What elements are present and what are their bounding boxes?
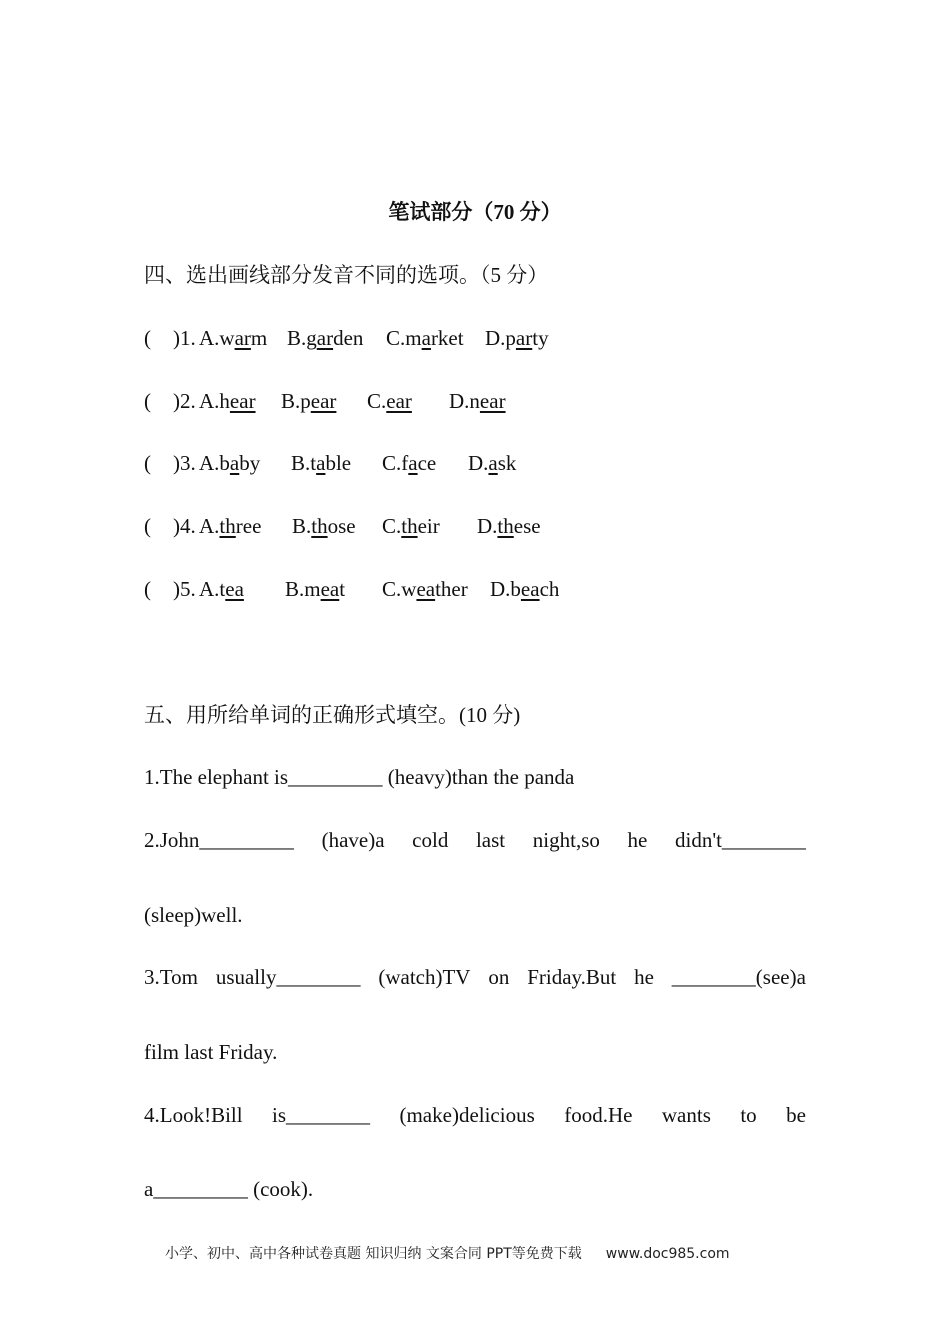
answer-option (199, 387, 256, 415)
word-part: t (219, 577, 226, 601)
answer-option (287, 324, 363, 352)
question-number: )2. (173, 389, 196, 413)
answer-option (477, 512, 541, 540)
q4-word: is________ (272, 1103, 371, 1127)
q4-word: 4.Look!Bill (144, 1103, 243, 1127)
fill-question-4 (144, 1101, 806, 1129)
word-part: t (310, 451, 317, 475)
underlined-letters: th (219, 514, 236, 538)
q2-word: didn't________ (674, 828, 806, 852)
option-letter: D. (490, 577, 511, 601)
answer-option (382, 512, 440, 540)
word-part: m (304, 577, 321, 601)
answer-option (382, 449, 436, 477)
underlined-letters: ar (234, 326, 251, 350)
option-letter: B. (281, 389, 301, 413)
section-4-heading: 四、选出画线部分发音不同的选项。（5 分） (144, 263, 549, 287)
answer-bracket[interactable]: ( (144, 451, 151, 475)
q3-word: 3.Tom (144, 965, 198, 989)
underlined-letters: ea (416, 577, 436, 601)
fill-question-3-continuation: film last Friday. (144, 1040, 278, 1064)
option-letter: A. (199, 577, 220, 601)
answer-option (281, 387, 336, 415)
question-number: )5. (173, 577, 196, 601)
word-part: p (300, 389, 311, 413)
option-letter: A. (199, 514, 220, 538)
word-part: p (505, 326, 516, 350)
answer-option (199, 575, 244, 603)
word-part: h (219, 389, 230, 413)
word-part: ose (327, 514, 356, 538)
underlined-letters: ea (520, 577, 540, 601)
word-part: ch (539, 577, 560, 601)
q4-word: to (740, 1103, 757, 1127)
answer-bracket[interactable]: ( (144, 326, 151, 350)
underlined-letters: a (408, 451, 418, 475)
word-part: w (401, 577, 417, 601)
option-letter: C. (367, 389, 387, 413)
underlined-letters: a (421, 326, 431, 350)
word-part: ty (532, 326, 549, 350)
word-part: b (219, 451, 230, 475)
word-part: m (250, 326, 268, 350)
option-letter: A. (199, 326, 220, 350)
page-title: 笔试部分（70 分） (388, 200, 562, 224)
option-letter: B. (291, 451, 311, 475)
q2-word: night,so (532, 828, 600, 852)
option-letter: D. (477, 514, 498, 538)
word-part: t (339, 577, 346, 601)
word-part: f (401, 451, 409, 475)
q3-word: ________(see)a (671, 965, 806, 989)
word-part: ce (417, 451, 437, 475)
word-part: eir (417, 514, 440, 538)
option-letter: A. (199, 389, 220, 413)
answer-option (199, 512, 261, 540)
option-letter: D. (449, 389, 470, 413)
answer-option (285, 575, 345, 603)
question-number: )3. (173, 451, 196, 475)
option-letter: C. (382, 514, 402, 538)
word-part: ree (235, 514, 262, 538)
word-part: den (333, 326, 364, 350)
fill-question-2 (144, 826, 806, 854)
fill-question-4-continuation: a_________ (cook). (144, 1177, 314, 1201)
question-number: )4. (173, 514, 196, 538)
question-number: )1. (173, 326, 196, 350)
word-part: ble (325, 451, 352, 475)
option-letter: D. (468, 451, 489, 475)
underlined-letters: ear (386, 389, 412, 413)
fill-question-3 (144, 963, 806, 991)
footer-text: 小学、初中、高中各种试卷真题 知识归纳 文案合同 PPT等免费下载 (165, 1246, 582, 1262)
option-letter: C. (382, 577, 402, 601)
option-letter: B. (292, 514, 312, 538)
word-part: b (510, 577, 521, 601)
word-part: n (469, 389, 480, 413)
q3-word: Friday.But (527, 965, 617, 989)
answer-option (468, 449, 516, 477)
answer-option (449, 387, 506, 415)
word-part: ese (513, 514, 541, 538)
q3-word: on (488, 965, 510, 989)
underlined-letters: a (488, 451, 498, 475)
q2-word: 2.John_________ (144, 828, 294, 852)
underlined-letters: ea (225, 577, 244, 601)
word-part: by (239, 451, 261, 475)
q2-word: last (475, 828, 506, 852)
option-letter: D. (485, 326, 506, 350)
q4-word: be (786, 1103, 806, 1127)
answer-option (199, 324, 267, 352)
option-letter: B. (287, 326, 307, 350)
q4-word: wants (661, 1103, 711, 1127)
underlined-letters: th (401, 514, 418, 538)
answer-option (485, 324, 549, 352)
fill-question-1: 1.The elephant is_________ (heavy)than the panda (144, 765, 575, 789)
underlined-letters: ear (229, 389, 256, 413)
underlined-letters: th (497, 514, 514, 538)
underlined-letters: ear (479, 389, 506, 413)
word-part: w (219, 326, 235, 350)
answer-bracket[interactable]: ( (144, 514, 151, 538)
answer-option (382, 575, 468, 603)
underlined-letters: ar (515, 326, 533, 350)
q2-word: cold (412, 828, 449, 852)
underlined-letters: th (311, 514, 328, 538)
answer-option (291, 449, 351, 477)
answer-option (490, 575, 559, 603)
answer-bracket[interactable]: ( (144, 389, 151, 413)
q2-word: he (627, 828, 648, 852)
answer-option (199, 449, 260, 477)
word-part: sk (497, 451, 517, 475)
q3-word: he (634, 965, 654, 989)
word-part: m (405, 326, 422, 350)
answer-option (367, 387, 412, 415)
q4-word: (make)delicious (399, 1103, 535, 1127)
fill-question-2-continuation: (sleep)well. (144, 903, 243, 927)
option-letter: B. (285, 577, 305, 601)
answer-bracket[interactable]: ( (144, 577, 151, 601)
word-part: ther (435, 577, 468, 601)
option-letter: C. (386, 326, 406, 350)
answer-option (292, 512, 356, 540)
answer-option (386, 324, 464, 352)
page-footer (165, 1243, 730, 1265)
underlined-letters: ea (320, 577, 340, 601)
option-letter: A. (199, 451, 220, 475)
word-part: rket (430, 326, 464, 350)
q3-word: (watch)TV (378, 965, 471, 989)
option-letter: C. (382, 451, 402, 475)
section-5-heading: 五、用所给单词的正确形式填空。(10 分) (144, 703, 521, 727)
q4-word: food.He (564, 1103, 633, 1127)
underlined-letters: ear (310, 389, 337, 413)
word-part: g (306, 326, 317, 350)
q2-word: (have)a (321, 828, 385, 852)
underlined-letters: a (316, 451, 326, 475)
q3-word: usually________ (215, 965, 361, 989)
underlined-letters: a (229, 451, 240, 475)
underlined-letters: ar (316, 326, 334, 350)
footer-url[interactable]: www.doc985.com (605, 1246, 730, 1262)
